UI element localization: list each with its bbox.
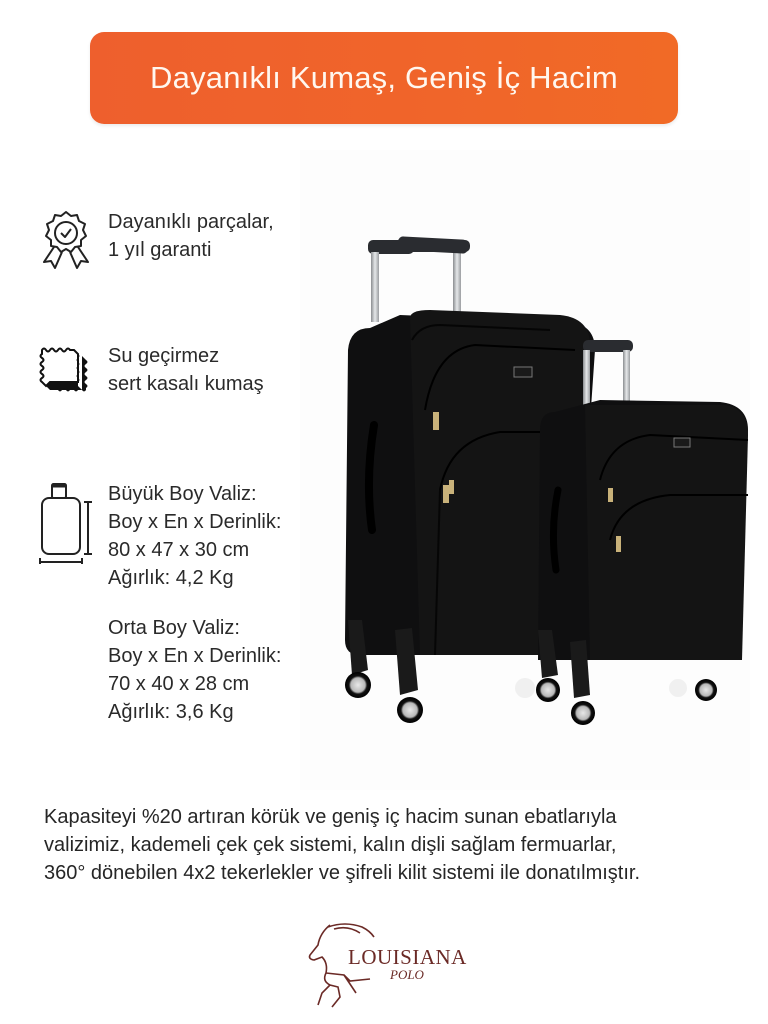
description-line: Kapasiteyi %20 artıran körük ve geniş iç hacim sunan ebatlarıyla — [44, 806, 617, 828]
spec-title: Orta Boy Valiz: — [108, 617, 240, 639]
spec-weight: Ağırlık: 3,6 Kg — [108, 701, 234, 723]
spec-large-suitcase — [108, 480, 281, 592]
suitcase-dimensions-icon — [38, 480, 94, 544]
headline-title: Dayanıklı Kumaş, Geniş İç Hacim — [150, 60, 618, 95]
feature-warranty — [38, 208, 274, 272]
brand-name-sub: POLO — [390, 967, 424, 982]
feature-line: Su geçirmez — [108, 345, 220, 367]
horse-icon — [310, 925, 341, 1007]
feature-line: Dayanıklı parçalar, — [108, 211, 274, 233]
feature-line: sert kasalı kumaş — [108, 373, 264, 395]
spec-dims: 80 x 47 x 30 cm — [108, 539, 250, 561]
fabric-swatch-icon — [38, 342, 94, 406]
feature-waterproof-text — [108, 342, 264, 406]
headline-banner — [90, 32, 678, 124]
brand-name — [348, 945, 467, 983]
brand-name-main: LOUISIANA — [348, 945, 467, 969]
description-line: valizimiz, kademeli çek çek sistemi, kalın dişli sağlam fermuarlar, — [44, 834, 617, 856]
spec-medium-suitcase — [108, 614, 281, 726]
spec-dims-label: Boy x En x Derinlik: — [108, 645, 282, 667]
feature-warranty-text — [108, 208, 274, 272]
feature-dimensions — [38, 480, 281, 748]
feature-line: 1 yıl garanti — [108, 239, 212, 261]
spec-dims-label: Boy x En x Derinlik: — [108, 511, 282, 533]
award-badge-icon — [38, 208, 94, 272]
product-image — [300, 150, 750, 790]
spec-dims: 70 x 40 x 28 cm — [108, 673, 250, 695]
spec-weight: Ağırlık: 4,2 Kg — [108, 567, 234, 589]
feature-waterproof — [38, 342, 264, 406]
product-description — [44, 803, 744, 887]
description-line: 360° dönebilen 4x2 tekerlekler ve şifreli kilit sistemi ile donatılmıştır. — [44, 862, 641, 884]
feature-dimensions-text — [108, 480, 281, 748]
spec-title: Büyük Boy Valiz: — [108, 483, 257, 505]
brand-logo — [300, 915, 480, 1015]
